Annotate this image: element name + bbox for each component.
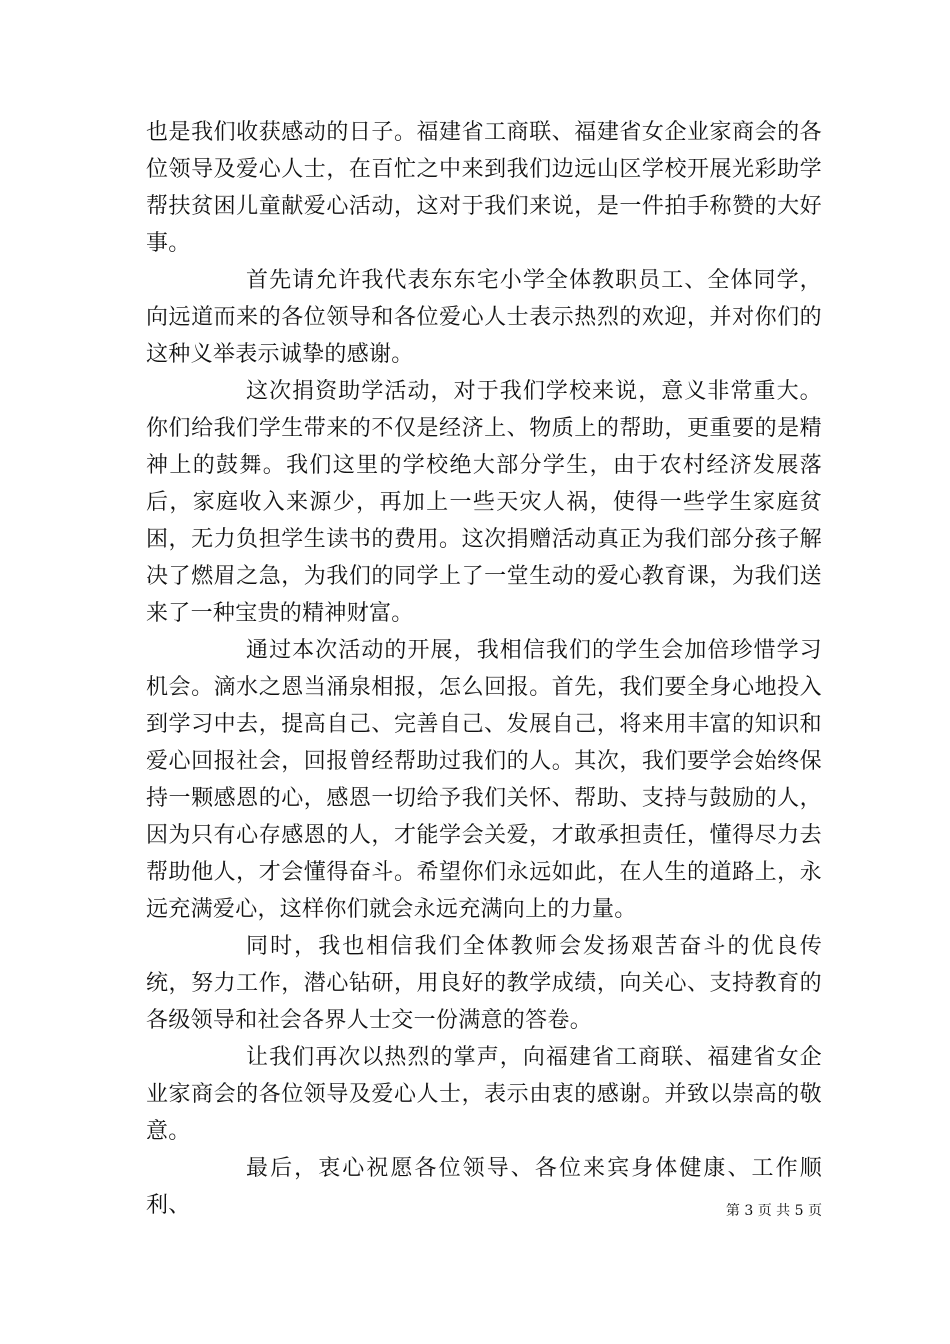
paragraph-welcome: 首先请允许我代表东东宅小学全体教职员工、全体同学，向远道而来的各位领导和各位爱心人士表示热烈的欢迎，并对你们的这种义举表示诚挚的感谢。 [146,268,822,367]
document-body [146,114,822,1224]
paragraph-continued: 也是我们收获感动的日子。福建省工商联、福建省女企业家商会的各位领导及爱心人士，在百忙之中来到我们边远山区学校开展光彩助学帮扶贫困儿童献爱心活动，这对于我们来说，是一件拍手称赞的大好事。 [146,120,822,256]
paragraph-thanks: 让我们再次以热烈的掌声，向福建省工商联、福建省女企业家商会的各位领导及爱心人士，表示由衷的感谢。并致以崇高的敬意。 [146,1045,822,1144]
paragraph-students: 通过本次活动的开展，我相信我们的学生会加倍珍惜学习机会。滴水之恩当涌泉相报，怎么回报。首先，我们要全身心地投入到学习中去，提高自己、完善自己、发展自己，将来用丰富的知识和爱心回报社会，回报曾经帮助过我们的人。其次，我们要学会始终保持一颗感恩的心，感恩一切给予我们关怀、帮助、支持与鼓励的人，因为只有心存感恩的人，才能学会关爱，才敢承担责任，懂得尽力去帮助他人，才会懂得奋斗。希望你们永远如此，在人生的道路上，永远充满爱心，这样你们就会永远充满向上的力量。 [146,638,822,922]
paragraph-significance: 这次捐资助学活动，对于我们学校来说，意义非常重大。你们给我们学生带来的不仅是经济上、物质上的帮助，更重要的是精神上的鼓舞。我们这里的学校绝大部分学生，由于农村经济发展落后，家庭收入来源少，再加上一些天灾人祸，使得一些学生家庭贫困，无力负担学生读书的费用。这次捐赠活动真正为我们部分孩子解决了燃眉之急，为我们的同学上了一堂生动的爱心教育课，为我们送来了一种宝贵的精神财富。 [146,379,822,626]
paragraph-teachers: 同时，我也相信我们全体教师会发扬艰苦奋斗的优良传统，努力工作，潜心钻研，用良好的教学成绩，向关心、支持教育的各级领导和社会各界人士交一份满意的答卷。 [146,934,822,1033]
page-number-footer: 第 3 页 共 5 页 [725,1203,822,1219]
paragraph-closing: 最后，衷心祝愿各位领导、各位来宾身体健康、工作顺利、 [146,1156,822,1218]
